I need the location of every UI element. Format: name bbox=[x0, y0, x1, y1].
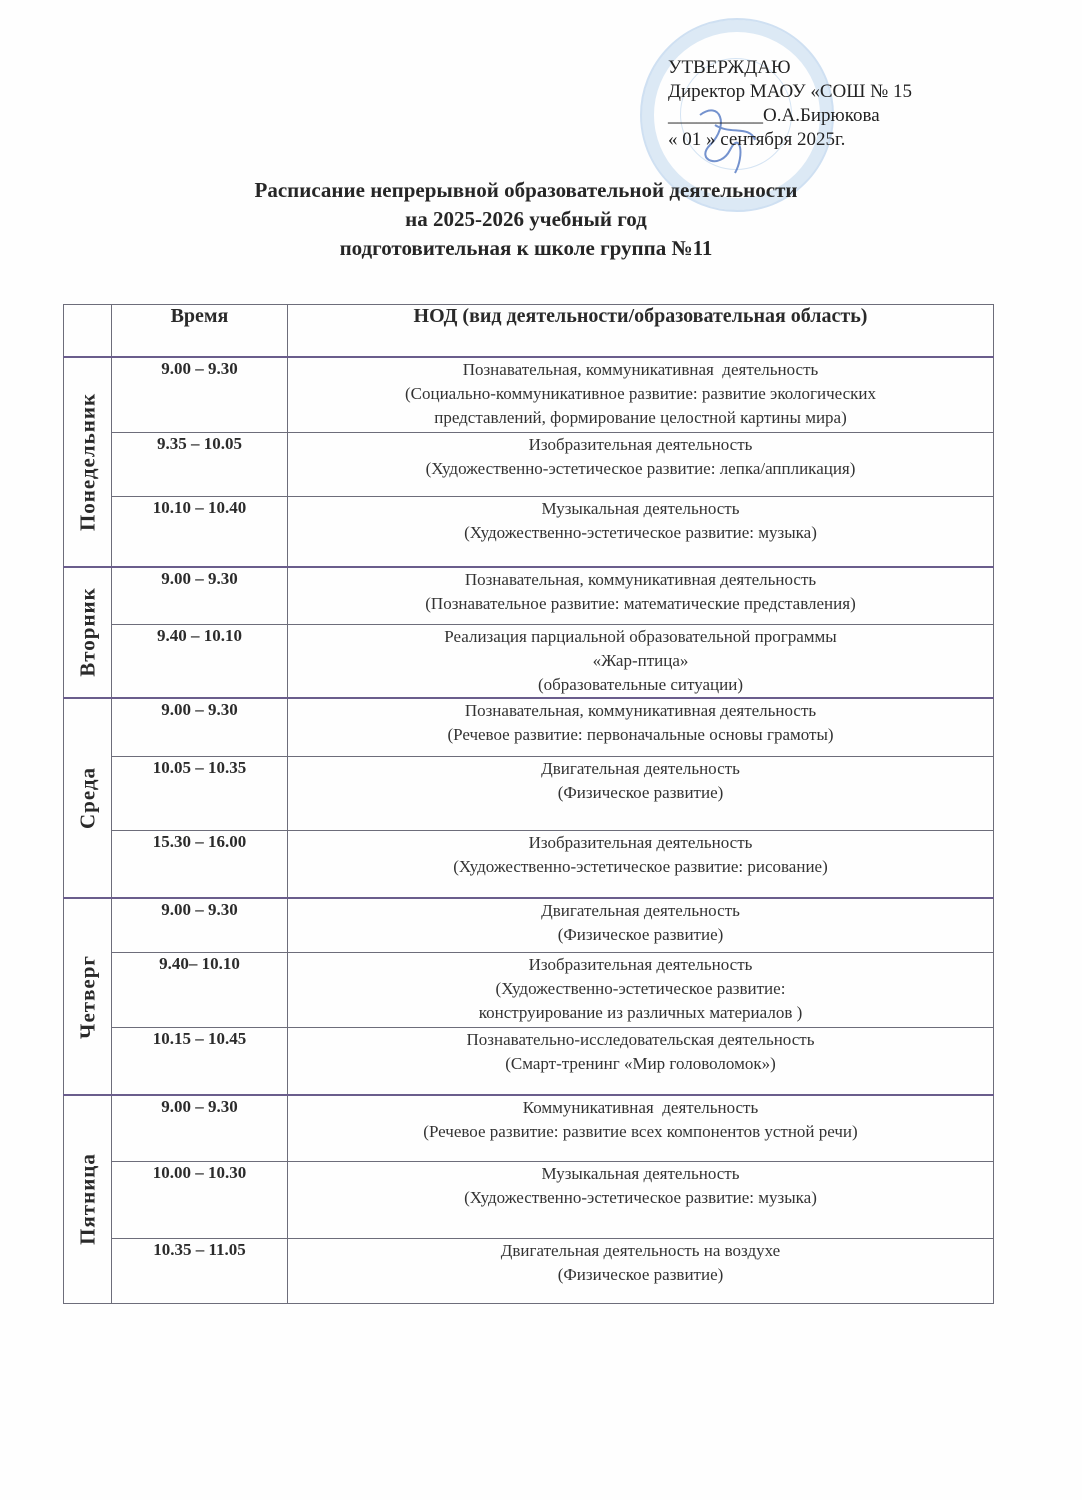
activity-line: конструирование из различных материалов ) bbox=[478, 1002, 803, 1022]
session-activity bbox=[288, 898, 994, 952]
activity-line: (Художественно-эстетическое развитие: bbox=[495, 978, 786, 998]
approval-date: « 01 » сентября 2025г. bbox=[668, 129, 846, 150]
session-activity bbox=[288, 497, 994, 567]
title-line-3: подготовительная к школе группа №11 bbox=[339, 236, 713, 260]
session-activity bbox=[288, 1161, 994, 1238]
session-time: 9.40– 10.10 bbox=[112, 952, 288, 1027]
session-time: 10.35 – 11.05 bbox=[112, 1238, 288, 1303]
activity-line: (Речевое развитие: развитие всех компонентов устной речи) bbox=[423, 1122, 858, 1141]
activity-line: (Смарт-тренинг «Мир головоломок») bbox=[505, 1053, 776, 1073]
activity-line: (Социально-коммуникативное развитие: развитие экологических bbox=[404, 383, 876, 403]
activity-line: (образовательные ситуации) bbox=[537, 675, 744, 694]
session-time: 9.00 – 9.30 bbox=[112, 357, 288, 433]
header-day bbox=[64, 305, 112, 357]
session-time: 9.00 – 9.30 bbox=[112, 698, 288, 756]
session-time: 15.30 – 16.00 bbox=[112, 830, 288, 898]
activity-line: Двигательная деятельность на воздухе bbox=[500, 1240, 781, 1260]
activity-line: Реализация парциальной образовательной программы bbox=[444, 627, 837, 646]
activity-line: Двигательная деятельность bbox=[541, 758, 740, 778]
schedule-row bbox=[64, 1027, 994, 1095]
activity-line: (Речевое развитие: первоначальные основы грамоты) bbox=[447, 725, 834, 744]
activity-line: Музыкальная деятельность bbox=[541, 1163, 740, 1183]
day-name: Вторник bbox=[75, 587, 99, 678]
session-activity bbox=[288, 567, 994, 625]
activity-line: (Художественно-эстетическое развитие: музыка) bbox=[464, 523, 817, 542]
activity-line: Коммуникативная деятельность bbox=[522, 1098, 759, 1117]
activity-line: Изобразительная деятельность bbox=[528, 435, 753, 454]
schedule-body bbox=[64, 357, 994, 1304]
title-line-2: на 2025-2026 учебный год bbox=[405, 207, 647, 231]
session-activity bbox=[288, 625, 994, 699]
day-name: Среда bbox=[75, 766, 99, 830]
approval-block bbox=[668, 56, 912, 152]
document-title bbox=[0, 176, 1052, 263]
activity-line: Изобразительная деятельность bbox=[528, 832, 753, 852]
schedule-row bbox=[64, 830, 994, 898]
session-activity bbox=[288, 756, 994, 830]
session-time: 10.10 – 10.40 bbox=[112, 497, 288, 567]
session-time: 9.00 – 9.30 bbox=[112, 567, 288, 625]
session-time: 10.00 – 10.30 bbox=[112, 1161, 288, 1238]
approval-heading: УТВЕРЖДАЮ bbox=[668, 57, 791, 78]
activity-line: (Художественно-эстетическое развитие: рисование) bbox=[453, 856, 828, 876]
schedule-row bbox=[64, 567, 994, 625]
day-name: Пятница bbox=[75, 1153, 99, 1246]
schedule-table bbox=[63, 304, 994, 1304]
activity-line: (Физическое развитие) bbox=[557, 782, 724, 802]
activity-line: Музыкальная деятельность bbox=[541, 499, 740, 518]
activity-line: (Познавательное развитие: математические представления) bbox=[425, 593, 856, 613]
schedule-row bbox=[64, 1161, 994, 1238]
session-time: 10.15 – 10.45 bbox=[112, 1027, 288, 1095]
schedule-row bbox=[64, 357, 994, 433]
activity-line: Познавательно-исследовательская деятельность bbox=[466, 1029, 815, 1049]
approval-position: Директор МАОУ «СОШ № 15 bbox=[668, 81, 913, 102]
day-name: Четверг bbox=[75, 954, 99, 1039]
schedule-row bbox=[64, 1238, 994, 1303]
header-row bbox=[64, 305, 994, 357]
header-time: Время bbox=[112, 305, 288, 357]
day-cell bbox=[64, 1095, 112, 1303]
activity-line: (Физическое развитие) bbox=[557, 1264, 724, 1284]
day-cell bbox=[64, 898, 112, 1095]
activity-line: «Жар-птица» bbox=[592, 651, 689, 670]
day-cell bbox=[64, 698, 112, 898]
session-time: 9.00 – 9.30 bbox=[112, 898, 288, 952]
header-activity: НОД (вид деятельности/образовательная область) bbox=[288, 305, 994, 357]
session-activity bbox=[288, 830, 994, 898]
session-time: 9.35 – 10.05 bbox=[112, 433, 288, 497]
day-cell bbox=[64, 357, 112, 567]
activity-line: (Художественно-эстетическое развитие: лепка/аппликация) bbox=[425, 459, 856, 478]
schedule-row bbox=[64, 698, 994, 756]
activity-line: Познавательная, коммуникативная деятельность bbox=[464, 569, 817, 589]
activity-line: Изобразительная деятельность bbox=[528, 954, 753, 974]
day-cell bbox=[64, 567, 112, 699]
activity-line: (Физическое развитие) bbox=[557, 925, 724, 944]
session-activity bbox=[288, 1027, 994, 1095]
title-line-1: Расписание непрерывной образовательной деятельности bbox=[254, 178, 798, 202]
session-time: 9.00 – 9.30 bbox=[112, 1095, 288, 1161]
session-activity bbox=[288, 433, 994, 497]
schedule-row bbox=[64, 433, 994, 497]
schedule-row bbox=[64, 898, 994, 952]
activity-line: (Художественно-эстетическое развитие: музыка) bbox=[464, 1187, 817, 1207]
schedule-row bbox=[64, 625, 994, 699]
schedule-row bbox=[64, 1095, 994, 1161]
session-time: 10.05 – 10.35 bbox=[112, 756, 288, 830]
approval-signature-line: __________О.А.Бирюкова bbox=[668, 105, 880, 126]
session-activity bbox=[288, 1238, 994, 1303]
session-activity bbox=[288, 698, 994, 756]
session-activity bbox=[288, 1095, 994, 1161]
session-activity bbox=[288, 357, 994, 433]
activity-line: представлений, формирование целостной картины мира) bbox=[434, 407, 847, 427]
activity-line: Познавательная, коммуникативная деятельность bbox=[462, 359, 819, 379]
session-time: 9.40 – 10.10 bbox=[112, 625, 288, 699]
schedule-row bbox=[64, 952, 994, 1027]
session-activity bbox=[288, 952, 994, 1027]
schedule-row bbox=[64, 497, 994, 567]
activity-line: Познавательная, коммуникативная деятельность bbox=[464, 701, 817, 720]
activity-line: Двигательная деятельность bbox=[541, 901, 740, 920]
day-name: Понедельник bbox=[75, 392, 99, 531]
schedule-row bbox=[64, 756, 994, 830]
